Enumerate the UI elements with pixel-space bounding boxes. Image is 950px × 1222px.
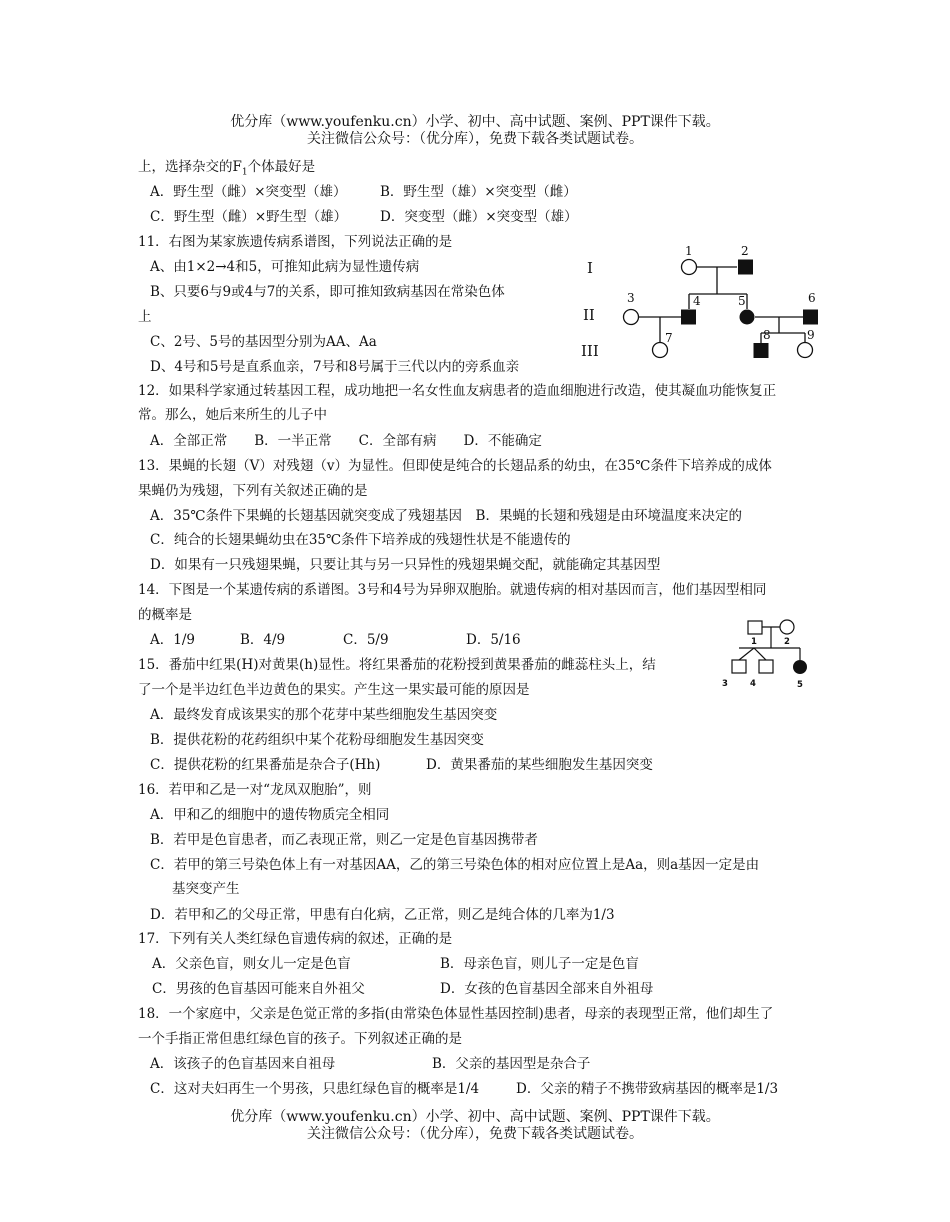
q14-option-d: D．5/16 xyxy=(466,632,521,648)
header-line-2: 关注微信公众号：（优分库），免费下载各类试题试卷。 xyxy=(307,131,643,147)
q12-stem-line-1: 12．如果科学家通过转基因工程，成功地把一名女性血友病患者的造血细胞进行改造，使其凝血功能恢复正 xyxy=(138,383,777,399)
q16-option-b: B．若甲是色盲患者，而乙表现正常，则乙一定是色盲基因携带者 xyxy=(150,832,538,848)
q14-option-c: C．5/9 xyxy=(343,632,389,648)
q17-option-d: D．女孩的色盲基因全部来自外祖母 xyxy=(440,981,654,997)
q11-individual-8 xyxy=(754,343,769,358)
q10-option-a: A．野生型（雌）×突变型（雄） xyxy=(150,184,347,200)
q14-individual-2 xyxy=(780,620,794,634)
q11-num-2: 2 xyxy=(741,244,749,258)
q12-options: A．全部正常 B．一半正常 C．全部有病 D．不能确定 xyxy=(150,433,542,449)
q11-gen-label-1: I xyxy=(587,259,593,277)
q13-stem-line-2: 果蝇仍为残翅，下列有关叙述正确的是 xyxy=(138,483,368,499)
q11-option-c: C、2号、5号的基因型分别为AA、Aa xyxy=(150,334,377,350)
footer-line-2: 关注微信公众号：（优分库），免费下载各类试题试卷。 xyxy=(307,1126,643,1142)
q14-individual-1 xyxy=(748,621,762,634)
q14-stem-line-1: 14．下图是一个某遗传病的系谱图。3号和4号为异卵双胞胎。就遗传病的相对基因而言，他们基因型相同 xyxy=(138,582,767,598)
q11-stem: 11．右图为某家族遗传病系谱图，下列说法正确的是 xyxy=(138,234,453,250)
q15-option-b: B．提供花粉的花药组织中某个花粉母细胞发生基因突变 xyxy=(150,732,484,748)
q11-individual-6 xyxy=(803,310,818,325)
q11-gen-label-2: II xyxy=(583,306,595,324)
q18-stem-line-2: 一个手指正常但患红绿色盲的孩子。下列叙述正确的是 xyxy=(138,1031,462,1047)
q16-stem: 16．若甲和乙是一对“龙凤双胞胎”，则 xyxy=(138,782,372,798)
q14-num-3: 3 xyxy=(722,679,728,689)
q11-gen-label-3: III xyxy=(581,342,599,360)
q10-option-c: C．野生型（雌）×野生型（雄） xyxy=(150,209,348,225)
footer-line-1: 优分库（www.youfenku.cn）小学、初中、高中试题、案例、PPT课件下载。 xyxy=(230,1109,720,1125)
header-line-1: 优分库（www.youfenku.cn）小学、初中、高中试题、案例、PPT课件下载。 xyxy=(230,114,720,130)
q18-option-d: D．父亲的精子不携带致病基因的概率是1/3 xyxy=(516,1081,779,1097)
q11-individual-3 xyxy=(624,310,639,325)
q10-stem: 上，选择杂交的$F_1$个体最好是 xyxy=(138,159,316,178)
q16-option-d: D．若甲和乙的父母正常，甲患有白化病，乙正常，则乙是纯合体的几率为1/3 xyxy=(150,907,615,923)
q11-num-4: 4 xyxy=(693,294,701,308)
q11-num-5: 5 xyxy=(738,294,746,308)
q17-option-b: B．母亲色盲，则儿子一定是色盲 xyxy=(440,956,639,972)
q11-option-b-cont: 上 xyxy=(138,309,152,325)
q14-stem-line-2: 的概率是 xyxy=(138,607,192,623)
q10-option-b: B．野生型（雄）×突变型（雌） xyxy=(380,184,577,200)
q12-stem-line-2: 常。那么，她后来所生的儿子中 xyxy=(138,407,327,423)
q14-option-b: B．4/9 xyxy=(240,632,286,648)
q14-individual-3 xyxy=(732,660,746,673)
q18-option-c: C．这对夫妇再生一个男孩，只患红绿色盲的概率是1/4 xyxy=(150,1081,480,1097)
q11-num-7: 7 xyxy=(665,331,673,345)
q11-individual-1 xyxy=(682,260,697,275)
q11-individual-2 xyxy=(738,260,753,275)
q17-option-c: C．男孩的色盲基因可能来自外祖父 xyxy=(152,981,365,997)
q15-option-c: C．提供花粉的红果番茄是杂合子(Hh) xyxy=(150,757,381,773)
q13-stem-line-1: 13．果蝇的长翅（V）对残翅（v）为显性。但即使是纯合的长翅品系的幼虫，在35℃条件下培养成的成体 xyxy=(138,458,772,474)
q17-option-a: A．父亲色盲，则女儿一定是色盲 xyxy=(152,956,351,972)
q16-option-c-cont: 基突变产生 xyxy=(172,881,240,897)
q15-stem-line-1: 15．番茄中红果(H)对黄果(h)显性。将红果番茄的花粉授到黄果番茄的雌蕊柱头上，结 xyxy=(138,657,656,673)
q14-num-4: 4 xyxy=(750,679,756,689)
q11-option-d: D、4号和5号是直系血亲，7号和8号属于三代以内的旁系血亲 xyxy=(150,359,520,375)
q16-option-a: A．甲和乙的细胞中的遗传物质完全相同 xyxy=(150,807,390,823)
q11-num-3: 3 xyxy=(627,291,635,305)
q13-option-c: C．纯合的长翅果蝇幼虫在35℃条件下培养成的残翅性状是不能遗传的 xyxy=(150,532,571,548)
q15-option-a: A．最终发育成该果实的那个花芽中某些细胞发生基因突变 xyxy=(150,707,498,723)
q13-option-d: D．如果有一只残翅果蝇，只要让其与另一只异性的残翅果蝇交配，就能确定其基因型 xyxy=(150,557,661,573)
q11-individual-4 xyxy=(681,310,696,325)
q14-num-5: 5 xyxy=(797,680,803,690)
q14-individual-5 xyxy=(793,660,807,674)
q18-option-b: B．父亲的基因型是杂合子 xyxy=(432,1056,591,1072)
q11-num-8: 8 xyxy=(763,328,771,342)
q16-option-c: C．若甲的第三号染色体上有一对基因AA，乙的第三号染色体的相对应位置上是Aa，则a基因一定是由 xyxy=(150,857,760,873)
q11-individual-9 xyxy=(798,343,813,358)
q11-individual-7 xyxy=(653,343,668,358)
q14-pedigree-diagram xyxy=(714,615,814,693)
q18-option-a: A．该孩子的色盲基因来自祖母 xyxy=(150,1056,336,1072)
q10-option-d: D．突变型（雌）×突变型（雄） xyxy=(380,209,578,225)
q11-option-b: B、只要6与9或4与7的关系，即可推知致病基因在常染色体 xyxy=(150,284,505,300)
q11-num-1: 1 xyxy=(685,244,693,258)
q15-stem-line-2: 了一个是半边红色半边黄色的果实。产生这一果实最可能的原因是 xyxy=(138,682,530,698)
q17-stem: 17．下列有关人类红绿色盲遗传病的叙述，正确的是 xyxy=(138,931,453,947)
q14-individual-4 xyxy=(759,660,773,673)
q11-num-6: 6 xyxy=(808,291,816,305)
q11-pedigree-diagram xyxy=(575,238,830,366)
q14-num-1: 1 xyxy=(751,637,757,647)
q13-options-ab: A．35℃条件下果蝇的长翅基因就突变成了残翅基因 B．果蝇的长翅和残翅是由环境温度来决定的 xyxy=(150,508,742,524)
q14-num-2: 2 xyxy=(784,637,790,647)
q15-option-d: D．黄果番茄的某些细胞发生基因突变 xyxy=(426,757,653,773)
q11-individual-5 xyxy=(740,310,755,325)
q14-option-a: A．1/9 xyxy=(150,632,195,648)
q11-option-a: A、由1×2→4和5，可推知此病为显性遗传病 xyxy=(150,259,420,275)
q18-stem-line-1: 18．一个家庭中，父亲是色觉正常的多指(由常染色体显性基因控制)患者，母亲的表现型正常，他们却生了 xyxy=(138,1006,774,1022)
q11-num-9: 9 xyxy=(807,328,815,342)
